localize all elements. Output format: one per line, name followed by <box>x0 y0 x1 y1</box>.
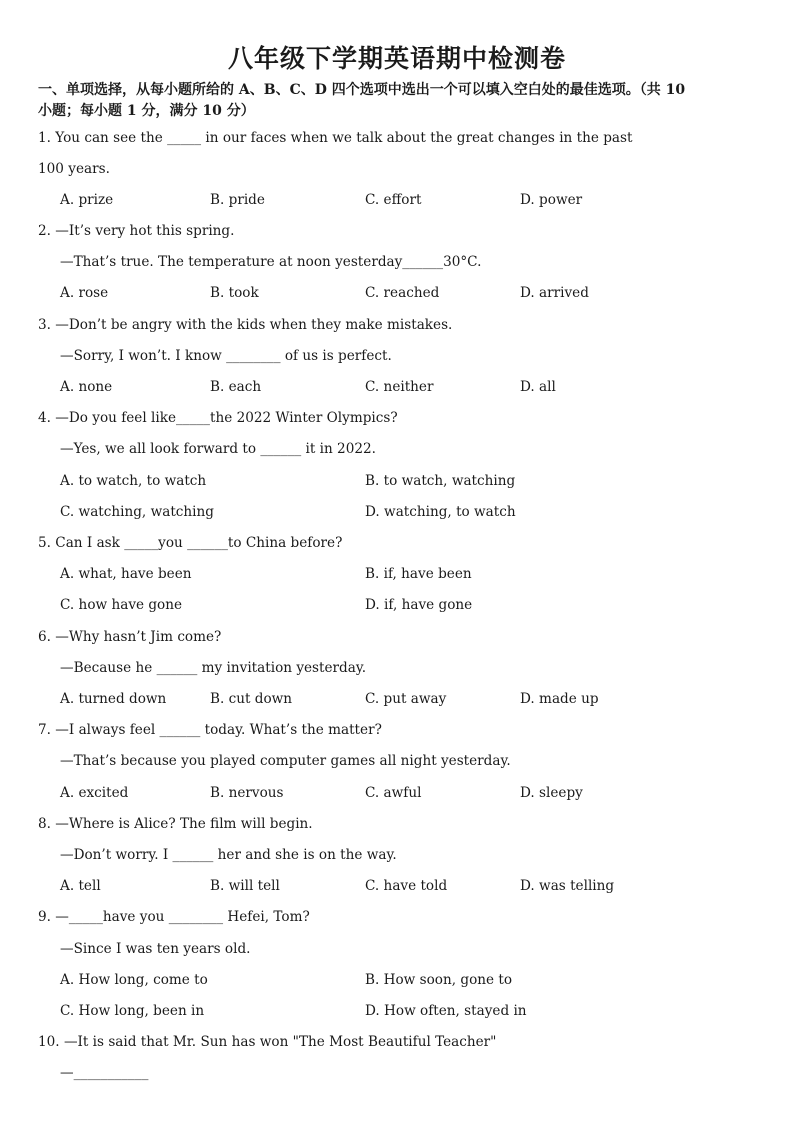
section-heading-line-1: 一、单项选择，从每小题所给的 A、B、C、D 四个选项中选出一个可以填入空白处的最佳选项。（共 10 <box>38 82 686 98</box>
question-6-reply: —Because he ______ my invitation yesterday. <box>60 660 367 676</box>
question-9-option-d: D. How often, stayed in <box>365 1003 527 1019</box>
question-9-option-c: C. How long, been in <box>60 1003 205 1019</box>
question-9-reply: —Since I was ten years old. <box>60 941 251 957</box>
question-6-stem: 6. —Why hasn’t Jim come? <box>38 629 222 645</box>
question-5-option-c: C. how have gone <box>60 597 183 613</box>
question-3-reply: —Sorry, I won’t. I know ________ of us is perfect. <box>60 348 392 364</box>
question-3-option-b: B. each <box>210 379 262 395</box>
question-4-option-d: D. watching, to watch <box>365 504 516 520</box>
question-2-stem: 2. —It’s very hot this spring. <box>38 223 235 239</box>
question-7-option-b: B. nervous <box>210 785 284 801</box>
question-1-option-d: D. power <box>520 192 583 208</box>
question-7-option-a: A. excited <box>60 785 129 801</box>
question-7-reply: —That’s because you played computer games all night yesterday. <box>60 753 511 769</box>
question-3-option-a: A. none <box>60 379 113 395</box>
question-1-option-c: C. effort <box>365 192 422 208</box>
question-10-reply: —___________ <box>60 1065 149 1081</box>
question-4-stem: 4. —Do you feel like_____the 2022 Winter Olympics? <box>38 410 398 426</box>
question-4-reply: —Yes, we all look forward to ______ it in 2022. <box>60 441 376 457</box>
question-2-option-a: A. rose <box>60 285 109 301</box>
question-7-stem: 7. —I always feel ______ today. What’s the matter? <box>38 722 382 738</box>
section-heading-line-2: 小题；每小题 1 分，满分 10 分） <box>38 103 255 119</box>
question-7-option-c: C. awful <box>365 785 422 801</box>
question-1-stem-cont: 100 years. <box>38 161 110 177</box>
question-3-option-c: C. neither <box>365 379 434 395</box>
question-5-stem: 5. Can I ask _____you ______to China before? <box>38 535 343 551</box>
question-3-option-d: D. all <box>520 379 556 395</box>
question-1-option-a: A. prize <box>60 192 114 208</box>
question-7-option-d: D. sleepy <box>520 785 583 801</box>
question-6-option-b: B. cut down <box>210 691 293 707</box>
question-4-option-b: B. to watch, watching <box>365 473 516 489</box>
question-1-option-b: B. pride <box>210 192 265 208</box>
question-1-stem: 1. You can see the _____ in our faces when we talk about the great changes in the past <box>38 130 633 146</box>
page-title: 八年级下学期英语期中检测卷 <box>227 44 566 73</box>
question-10-stem: 10. —It is said that Mr. Sun has won "The Most Beautiful Teacher" <box>38 1034 497 1050</box>
section-heading <box>38 80 756 122</box>
question-6-option-d: D. made up <box>520 691 599 707</box>
question-8-reply: —Don’t worry. I ______ her and she is on the way. <box>60 847 397 863</box>
question-8-option-c: C. have told <box>365 878 448 894</box>
question-6-option-a: A. turned down <box>60 691 167 707</box>
question-8-stem: 8. —Where is Alice? The film will begin. <box>38 816 313 832</box>
question-2-option-b: B. took <box>210 285 259 301</box>
question-4-option-c: C. watching, watching <box>60 504 214 520</box>
question-9-option-a: A. How long, come to <box>60 972 208 988</box>
question-3-stem: 3. —Don’t be angry with the kids when they make mistakes. <box>38 317 453 333</box>
question-6-option-c: C. put away <box>365 691 447 707</box>
question-8-option-b: B. will tell <box>210 878 280 894</box>
question-8-option-d: D. was telling <box>520 878 615 894</box>
question-9-stem: 9. —_____have you ________ Hefei, Tom? <box>38 909 310 925</box>
question-5-option-a: A. what, have been <box>60 566 192 582</box>
question-2-option-d: D. arrived <box>520 285 589 301</box>
question-2-option-c: C. reached <box>365 285 440 301</box>
question-5-option-b: B. if, have been <box>365 566 472 582</box>
question-8-option-a: A. tell <box>60 878 101 894</box>
question-5-option-d: D. if, have gone <box>365 597 473 613</box>
question-9-option-b: B. How soon, gone to <box>365 972 513 988</box>
question-2-reply: —That’s true. The temperature at noon yesterday______30°C. <box>60 254 482 270</box>
question-4-option-a: A. to watch, to watch <box>60 473 207 489</box>
